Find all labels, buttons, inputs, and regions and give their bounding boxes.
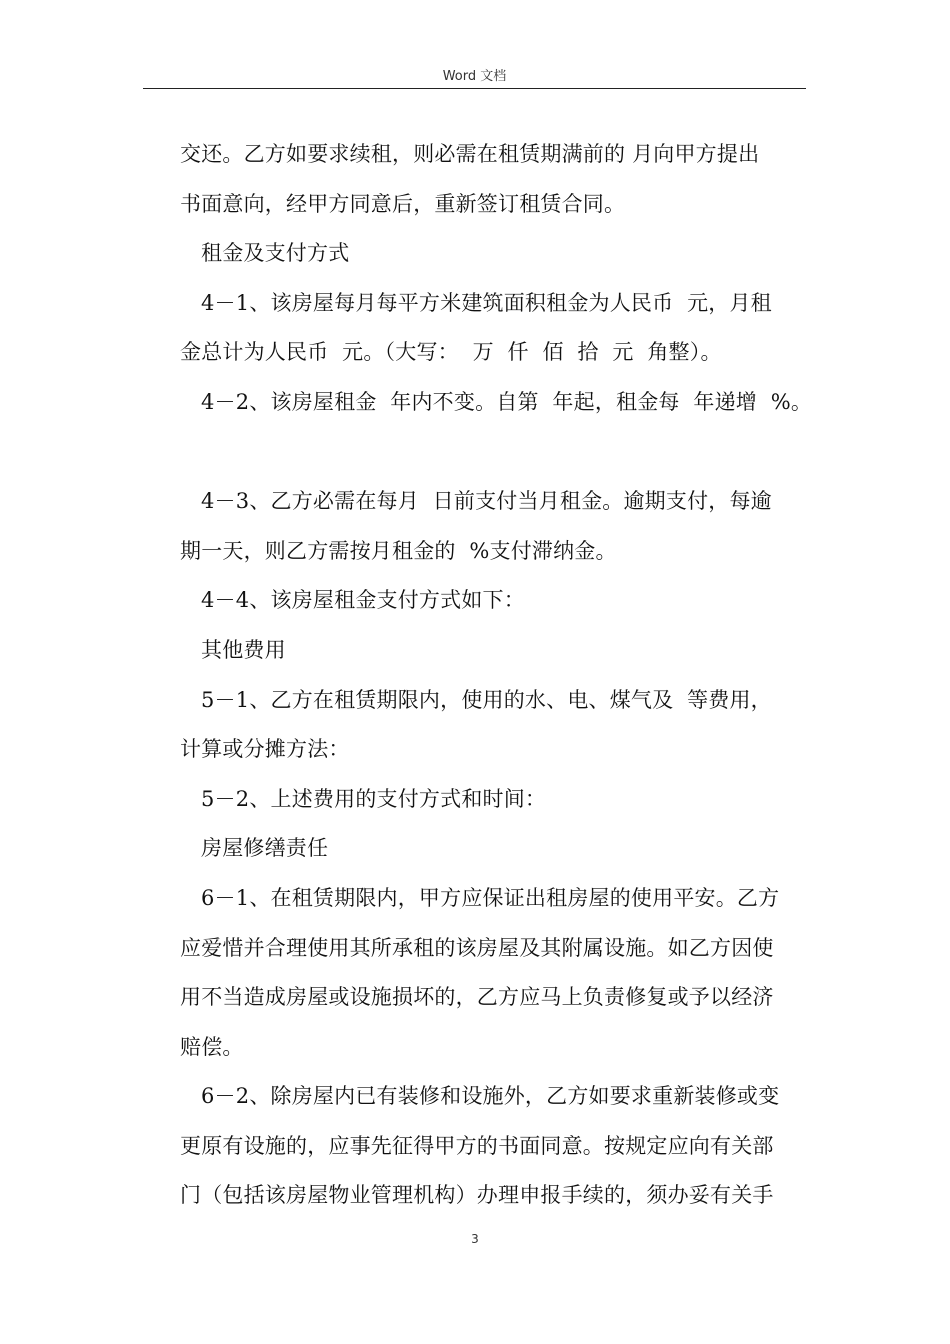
- paragraph-line: 书面意向，经甲方同意后，重新签订租赁合同。: [180, 191, 626, 216]
- page-number: 3: [471, 1232, 479, 1246]
- paragraph-line: 计算或分摊方法：: [180, 737, 350, 762]
- clause-4-3: 4－3、乙方必需在每月 日前支付当月租金。逾期支付，每逾: [201, 489, 772, 514]
- clause-4-2: 4－2、该房屋租金 年内不变。自第 年起，租金每 年递增 %。: [201, 389, 813, 414]
- paragraph-line: 赔偿。: [180, 1034, 244, 1059]
- paragraph-line: 更原有设施的，应事先征得甲方的书面同意。按规定应向有关部: [180, 1133, 774, 1158]
- paragraph-line: 金总计为人民币 元。（大写： 万 仟 佰 拾 元 角整）。: [180, 340, 722, 365]
- paragraph-line: 交还。乙方如要求续租，则必需在租赁期满前的 月向甲方提出: [180, 142, 760, 166]
- section-heading-other-fees: 其他费用: [201, 637, 286, 662]
- document-body: [180, 130, 820, 1221]
- page-header: Word 文档: [442, 69, 507, 84]
- clause-4-4: 4－4、该房屋租金支付方式如下：: [201, 588, 525, 613]
- section-heading-repairs: 房屋修缮责任: [201, 836, 329, 861]
- clause-4-1: 4－1、该房屋每月每平方米建筑面积租金为人民币 元，月租: [201, 290, 772, 315]
- clause-6-2: 6－2、除房屋内已有装修和设施外，乙方如要求重新装修或变: [201, 1084, 780, 1109]
- header-divider: [143, 88, 806, 89]
- paragraph-line: 用不当造成房屋或设施损坏的，乙方应马上负责修复或予以经济: [180, 985, 774, 1010]
- section-heading-rent: 租金及支付方式: [201, 241, 350, 266]
- blank-line: [180, 428, 820, 478]
- clause-5-2: 5－2、上述费用的支付方式和时间：: [201, 786, 547, 811]
- paragraph-line: 门（包括该房屋物业管理机构）办理申报手续的，须办妥有关手: [180, 1183, 774, 1208]
- paragraph-line: 期一天，则乙方需按月租金的 %支付滞纳金。: [180, 538, 617, 563]
- paragraph-line: 应爱惜并合理使用其所承租的该房屋及其附属设施。如乙方因使: [180, 935, 774, 960]
- clause-6-1: 6－1、在租赁期限内，甲方应保证出租房屋的使用平安。乙方: [201, 885, 780, 910]
- clause-5-1: 5－1、乙方在租赁期限内，使用的水、电、煤气及 等费用，: [201, 687, 772, 712]
